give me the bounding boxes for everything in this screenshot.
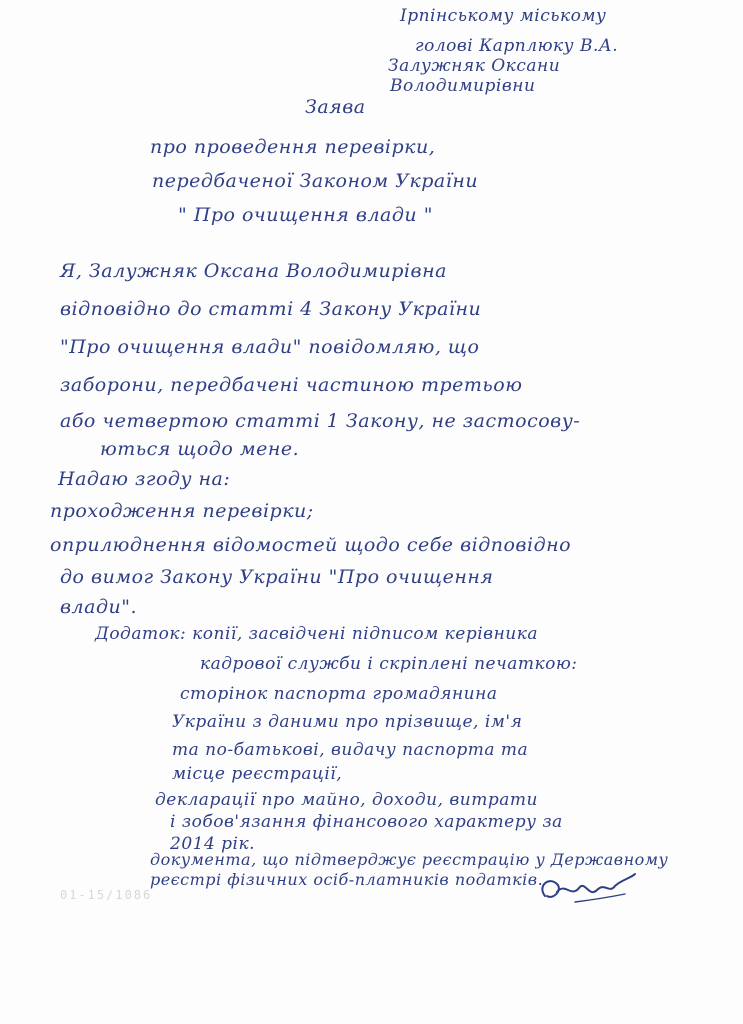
addressee-line-1: Ірпінському міському bbox=[400, 6, 607, 26]
attachment-line-5: та по-батькові, видачу паспорта та bbox=[172, 740, 529, 760]
consent-item-1: проходження перевірки; bbox=[50, 500, 314, 522]
body-line-6: ються щодо мене. bbox=[100, 438, 300, 460]
faint-registration-stamp: 01-15/1086 bbox=[60, 888, 153, 902]
attachment-heading: Додаток: копії, засвідчені підписом керівника bbox=[95, 624, 539, 644]
document-title: Заява bbox=[305, 96, 366, 118]
attachment-line-4: України з даними про прізвище, ім'я bbox=[172, 712, 523, 732]
body-line-4: заборони, передбачені частиною третьою bbox=[60, 374, 523, 396]
attachment-line-3: сторінок паспорта громадянина bbox=[180, 684, 498, 704]
title-line-2: передбаченої Законом України bbox=[152, 170, 479, 192]
attachment-line-11: реєстрі фізичних осіб-платників податків. bbox=[150, 870, 544, 889]
applicant-name-line: Залужняк Оксани bbox=[388, 56, 561, 76]
attachment-line-7: декларації про майно, доходи, витрати bbox=[155, 790, 538, 810]
body-line-5: або четвертою статті 1 Закону, не застосову- bbox=[60, 410, 581, 432]
consent-item-2-cont: до вимог Закону України "Про очищення bbox=[60, 566, 494, 588]
body-line-3: "Про очищення влади" повідомляю, що bbox=[60, 336, 480, 358]
body-line-1: Я, Залужняк Оксана Володимирівна bbox=[60, 260, 447, 282]
title-line-1: про проведення перевірки, bbox=[150, 136, 436, 158]
handwritten-signature bbox=[535, 868, 640, 913]
applicant-patronymic-line: Володимирівни bbox=[390, 76, 536, 96]
addressee-line-2: голові Карплюку В.А. bbox=[415, 36, 619, 56]
attachment-line-9: 2014 рік. bbox=[170, 834, 256, 854]
consent-heading: Надаю згоду на: bbox=[58, 468, 231, 490]
consent-item-2-end: влади". bbox=[60, 596, 138, 618]
attachment-line-6: місце реєстрації, bbox=[172, 764, 343, 784]
attachment-line-8: і зобов'язання фінансового характеру за bbox=[170, 812, 563, 832]
attachment-line-2: кадрової служби і скріплені печаткою: bbox=[200, 654, 578, 674]
consent-item-2: оприлюднення відомостей щодо себе відповідно bbox=[50, 534, 572, 556]
body-line-2: відповідно до статті 4 Закону України bbox=[60, 298, 482, 320]
title-line-3: " Про очищення влади " bbox=[178, 204, 433, 226]
attachment-line-10: документа, що підтверджує реєстрацію у Державному bbox=[150, 850, 669, 869]
